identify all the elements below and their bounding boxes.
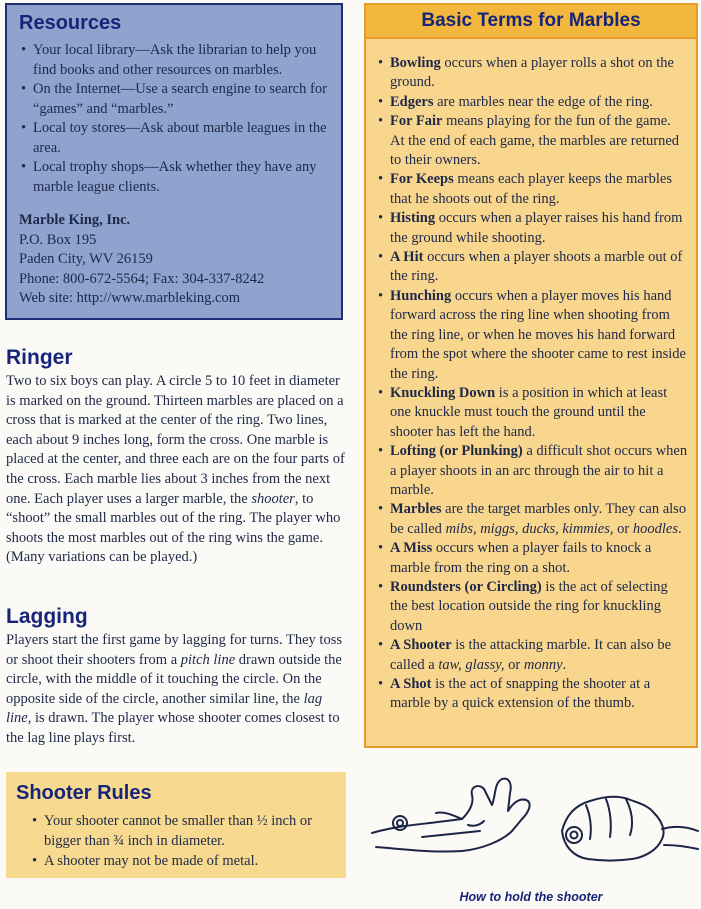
term-name: Histing <box>390 210 436 227</box>
basic-terms-title: Basic Terms for Marbles <box>366 5 696 39</box>
resources-title: Resources <box>19 12 122 34</box>
shooter-rules-title: Shooter Rules <box>16 782 152 804</box>
term-item <box>376 93 688 112</box>
term-name: Edgers <box>390 93 434 110</box>
term-item <box>376 287 688 384</box>
term-item <box>376 54 688 93</box>
lag-line-term: lag line <box>6 690 323 727</box>
term-definition: a difficult shot occurs when a player shoots in an arc through the air to hit a marble. <box>390 443 688 498</box>
resources-box <box>5 3 343 320</box>
ringer-text-2: , to “shoot” the small marbles out of the ring. The player who shoots the most marbles out of the ring wins the game. (Many variations can be played.) <box>6 490 341 566</box>
term-definition: means each player keeps the marbles that he shoots out of the ring. <box>390 171 672 207</box>
term-name: Marbles <box>390 501 442 518</box>
ringer-title: Ringer <box>6 346 73 369</box>
term-item <box>376 248 688 287</box>
term-name: Bowling <box>390 55 441 71</box>
resource-item: • Local toy stores—Ask about marble leagues in the area. <box>19 119 329 158</box>
resource-item: • Local trophy shops—Ask whether they have any marble league clients. <box>19 158 329 197</box>
term-definition: occurs when a player moves his hand forward across the ring line when shooting from the ring line, or when he moves his hand forward from the spot where the shooter came to rest inside the ring. <box>390 287 686 382</box>
term-synonym-last: monny <box>523 656 563 673</box>
terms-list <box>366 39 696 714</box>
shooter-rules-list <box>16 811 334 871</box>
lagging-text-3: , is drawn. The player whose shooter comes closest to the lag line plays first. <box>6 710 340 746</box>
po-box: P.O. Box 195 <box>19 231 97 248</box>
term-definition: is a position in which at least one knuckle must touch the ground until the shooter has left the hand. <box>390 384 668 440</box>
term-item <box>376 384 688 442</box>
web-site: Web site: http://www.marbleking.com <box>19 290 240 306</box>
open-hand-icon <box>372 779 530 852</box>
term-item <box>376 675 688 714</box>
term-definition: is the attacking marble. It can also be called a <box>390 637 672 673</box>
term-item <box>376 170 688 209</box>
illustration-caption: How to hold the shooter <box>459 890 603 904</box>
term-definition: are the target marbles only. They can also be called <box>390 501 687 537</box>
term-name: A Shot <box>390 676 432 692</box>
term-definition: are marbles near the edge of the ring. <box>433 93 653 110</box>
term-synonym-last: hoodles <box>632 520 678 537</box>
lagging-text-1: Players start the first game by lagging for turns. They toss or shoot their shooters from a <box>6 632 342 668</box>
lagging-text-2: drawn outside the circle, with the middle of it touching the circle. On the opposite side of the circle, another similar line, the <box>6 651 342 707</box>
term-name: Roundsters (or Circling) <box>390 578 542 595</box>
term-synonyms: mibs, miggs, ducks, kimmies, <box>445 520 614 537</box>
term-definition: means playing for the fun of the game. At the end of each game, the marbles are returned to their owners. <box>390 113 680 169</box>
shooter-rule-item: • Your shooter cannot be smaller than ½ inch or bigger than ¾ inch in diameter. <box>32 811 334 851</box>
term-item <box>376 578 688 636</box>
resource-item: • Your local library—Ask the librarian to help you find books and other resources on marbles. <box>19 41 329 80</box>
basic-terms-box <box>364 3 698 748</box>
term-definition: occurs when a player raises his hand from the ground while shooting. <box>390 210 683 246</box>
ringer-text-1: Two to six boys can play. A circle 5 to 10 feet in diameter is marked on the ground. Thirteen marbles are placed on a cross that is marked at the center of the ring. Two lines, each about 9 inches long, form the cross. One marble is placed at the center, and three each are on the four parts of the cross. Each marble lies about 3 inches from the next one. Each player uses a larger marble, the <box>6 373 345 507</box>
hand-holding-shooter-illustration <box>362 775 700 885</box>
phone-fax: Phone: 800-672-5564; Fax: 304-337-8242 <box>19 270 265 287</box>
shooter-rule-item: • A shooter may not be made of metal. <box>32 851 334 871</box>
company-name: Marble King, Inc. <box>19 212 131 228</box>
term-item <box>376 636 688 675</box>
contact-block <box>19 211 329 309</box>
term-definition-cont: or <box>613 520 633 537</box>
term-definition: is the act of snapping the shooter at a marble by a quick extension of the thumb. <box>390 676 651 712</box>
pitch-line-term: pitch line <box>180 651 236 668</box>
term-definition-cont: or <box>504 656 524 673</box>
lagging-title: Lagging <box>6 605 88 628</box>
term-name: For Fair <box>390 113 443 130</box>
term-name: Hunching <box>390 287 452 304</box>
term-name: A Miss <box>390 540 433 557</box>
lagging-body <box>6 631 346 749</box>
term-definition: is the act of selecting the best location outside the ring for knuckling down <box>390 578 668 634</box>
city-address: Paden City, WV 26159 <box>19 251 153 267</box>
fist-hand-icon <box>562 797 698 861</box>
term-definition-end: . <box>562 656 567 673</box>
resources-list <box>19 41 329 197</box>
term-item <box>376 539 688 578</box>
term-definition: occurs when a player shoots a marble out of the ring. <box>390 249 683 285</box>
term-name: Knuckling Down <box>390 384 496 401</box>
term-definition-end: . <box>677 520 682 537</box>
term-name: For Keeps <box>390 171 454 188</box>
term-item <box>376 209 688 248</box>
term-item <box>376 500 688 539</box>
ringer-body <box>6 372 346 568</box>
term-item <box>376 112 688 170</box>
term-name: A Hit <box>390 249 424 266</box>
term-synonyms: taw, glassy, <box>438 656 505 673</box>
term-definition: occurs when a player rolls a shot on the ground. <box>390 55 674 91</box>
term-name: A Shooter <box>390 637 452 654</box>
ringer-shooter-term: shooter <box>251 490 295 507</box>
term-definition: occurs when a player fails to knock a marble from the ring on a shot. <box>390 540 652 576</box>
resource-item: • On the Internet—Use a search engine to search for “games” and “marbles.” <box>19 80 329 119</box>
term-item <box>376 442 688 500</box>
term-name: Lofting (or Plunking) <box>390 443 523 460</box>
shooter-rules-box <box>6 772 346 878</box>
